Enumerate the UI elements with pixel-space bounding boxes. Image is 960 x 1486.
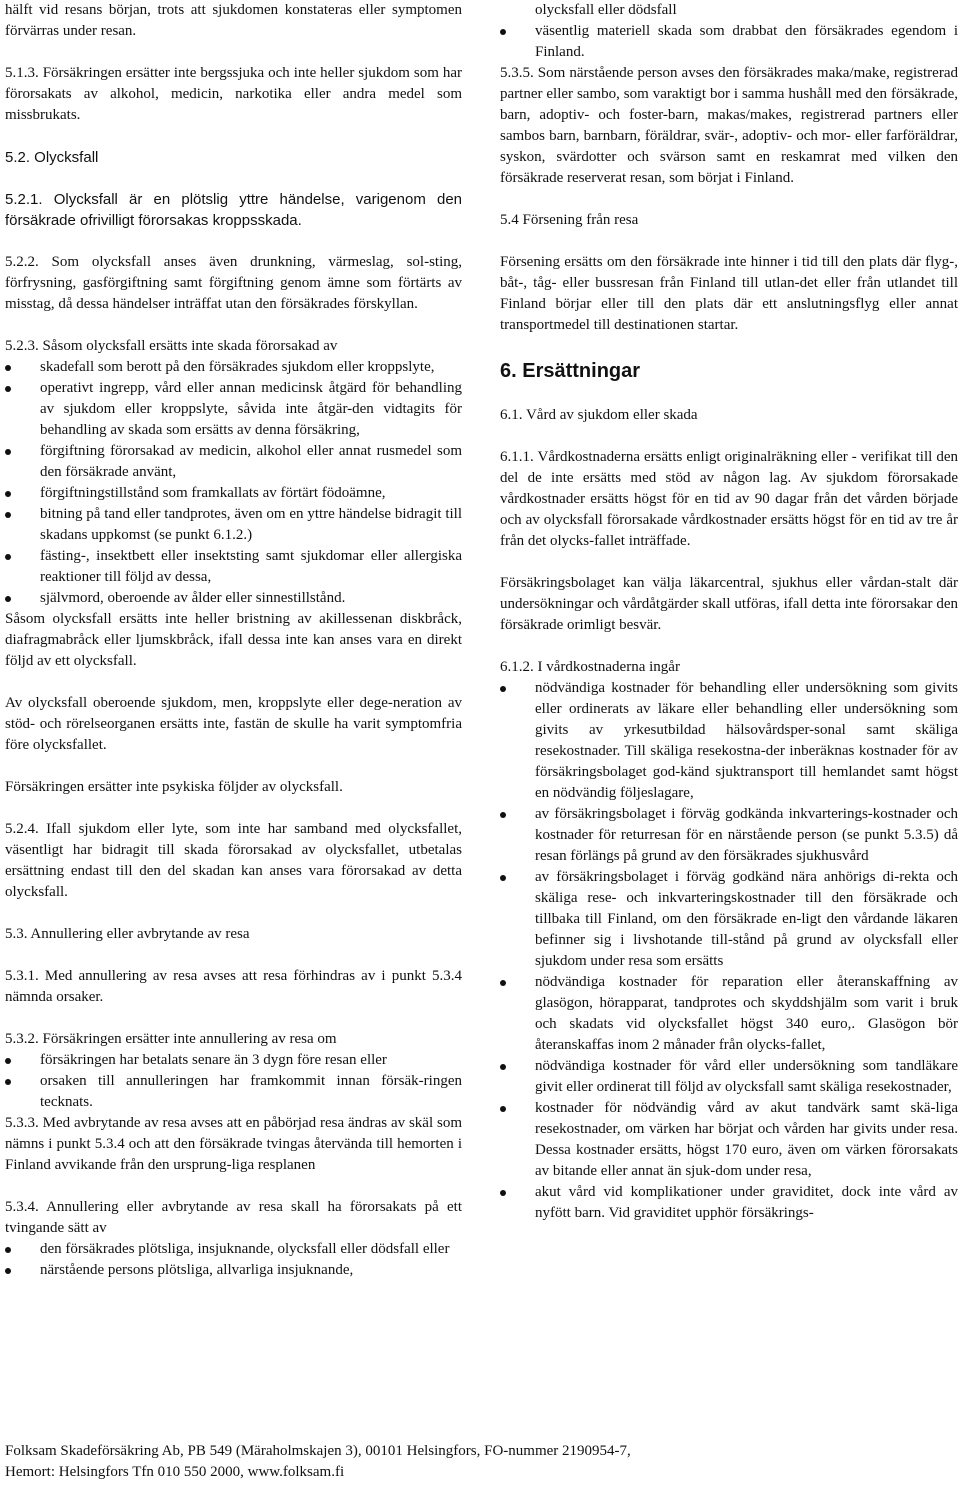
list-5-3-4 [5,1239,462,1281]
paragraph-5-3-4: 5.3.4. Annullering eller avbrytande av resa skall ha förorsakats på ett tvingande sätt av [5,1199,462,1236]
list-item: väsentlig materiell skada som drabbat den försäkrades egendom i Finland. [500,21,958,63]
list-item: fästing-, insektbett eller insektsting samt sjukdomar eller allergiska reaktioner till följd av dessa, [5,546,462,588]
list-item: den försäkrades plötsliga, insjuknande, olycksfall eller dödsfall eller [5,1239,462,1260]
paragraph-intro: hälft vid resans början, trots att sjukdomen konstateras eller symptomen förvärras under resan. [5,2,462,39]
list-item: närstående persons plötsliga, allvarliga insjuknande, [5,1260,462,1281]
list-item: skadefall som berott på den försäkrades sjukdom eller kroppslyte, [5,357,462,378]
footer-line-1: Folksam Skadeförsäkring Ab, PB 549 (Märaholmskajen 3), 00101 Helsingfors, FO-nummer 2190954-7, [5,1443,631,1459]
heading-6-1: 6.1. Vård av sjukdom eller skada [500,407,698,423]
paragraph-5-2-4: 5.2.4. Ifall sjukdom eller lyte, som inte har samband med olycksfallet, väsentligt har bidragit till skada förorsakad av olycksfallet, utbetalas ersättning endast till den del skadan kan anses vara förorsakad av detta olycksfall. [5,821,462,900]
paragraph-5-2-2: 5.2.2. Som olycksfall anses även drunkning, värmeslag, sol-sting, förfrysning, gasförgiftning samt förgiftning genom ämne som förtärts av misstag, då dessa händelser inträffat utan den försäkrades förskyllan. [5,254,462,312]
paragraph-5-3-1: 5.3.1. Med annullering av resa avses att resa förhindras av i punkt 5.3.4 nämnda orsaker. [5,968,462,1005]
list-5-2-3 [5,357,462,609]
paragraph-5-2-3: 5.2.3. Såsom olycksfall ersätts inte skada förorsakad av [5,338,338,354]
left-column [5,0,462,1281]
list-item: nödvändiga kostnader för vård eller undersökning som tandläkare givit eller ordinerat till följd av olycksfall samt skäliga resekostnader, [500,1056,958,1098]
paragraph-5-2-1: 5.2.1. Olycksfall är en plötslig yttre händelse, varigenom den försäkrade ofrivilligt förorsakas kroppsskada. [5,191,462,229]
paragraph-6-1-2: 6.1.2. I vårdkostnaderna ingår [500,659,680,675]
heading-5-3: 5.3. Annullering eller avbrytande av resa [5,926,250,942]
list-item: självmord, oberoende av ålder eller sinnestillstånd. [5,588,462,609]
list-item: förgiftning förorsakad av medicin, alkohol eller annat rusmedel som den försäkrade använt, [5,441,462,483]
list-item: kostnader för nödvändig vård av akut tandvärk samt skä-liga resekostnader, om värken har börjat och vården har givits under resa. Dessa kostnader ersätts, högst 170 euro, även om värken förorsakats av bitande eller annat än sjuk-dom under resa, [500,1098,958,1182]
list-item: bitning på tand eller tandprotes, även om en yttre händelse bidragit till skadans uppkomst (se punkt 6.1.2.) [5,504,462,546]
list-item: nödvändiga kostnader för behandling eller undersökning som givits eller ordinerats av läkare eller behandling eller undersökning som givits av yrkesutbildad hälsovårdsper-sonal samt skäliga resekostnader. Till skäliga resekostna-der inberäknas kostnader för av försäkringsbolaget god-känd sjuktransport till hemlandet samt högst en nödvändig följeslagare, [500,678,958,804]
list-item: operativt ingrepp, vård eller annan medicinsk åtgärd för behandling av sjukdom eller kroppslyte, såvida inte åtgär-den vidtagits för behandling av skada som ersätts av denna försäkring, [5,378,462,441]
page-footer [5,1441,955,1483]
list-item: försäkringen har betalats senare än 3 dygn före resan eller [5,1050,462,1071]
paragraph-bristning: Såsom olycksfall ersätts inte heller bristning av akillessenan diskbråck, diafragmabråck eller ljumskbråck, ifall dessa inte kan anses vara en direkt följd av ett olycksfall. [5,611,462,669]
paragraph-5-3-3: 5.3.3. Med avbrytande av resa avses att en påbörjad resa ändras av skäl som nämns i punkt 5.3.4 och att den försäkrade tvingas återvända till hemorten i Finland avvikande från den ursprung-liga resplanen [5,1115,462,1173]
list-5-3-2 [5,1050,462,1113]
list-item: av försäkringsbolaget i förväg godkänd nära anhörigs di-rekta och skäliga rese- och inkvarteringskostnader till den försäkrade och tillbaka till Finland, om den försäkrade en-ligt den vårdande läkaren befinner sig i livshotande till-stånd på grund av olycksfall eller sjukdom under resa som ersätts [500,867,958,972]
footer-line-2: Hemort: Helsingfors Tfn 010 550 2000, www.folksam.fi [5,1464,345,1480]
list-item: akut vård vid komplikationer under graviditet, dock inte vård av nyfött barn. Vid graviditet upphör försäkrings- [500,1182,958,1224]
continued-line: olycksfall eller dödsfall [535,2,677,18]
list-continued [500,21,958,63]
list-6-1-2 [500,678,958,1224]
list-item: förgiftningstillstånd som framkallats av förtärt födoämne, [5,483,462,504]
heading-6: 6. Ersättningar [500,360,641,382]
heading-5-2: 5.2. Olycksfall [5,149,99,166]
right-column [500,0,958,1224]
list-item: nödvändiga kostnader för reparation eller återanskaffning av glasögon, hörapparat, tandprotes och skyddshjälm som varit i bruk och skadats vid olycksfallet högst 340 euro,. Glasögon bör återanskaffas inom 2 månader från olycks-fallet, [500,972,958,1056]
paragraph-forsakringsbolaget: Försäkringsbolaget kan välja läkarcentral, sjukhus eller vårdan-stalt där undersökningar och vårdåtgärder skall utföras, ifall detta inte förorsakar den försäkrade orimligt besvär. [500,575,958,633]
paragraph-5-3-5: 5.3.5. Som närstående person avses den försäkrades maka/make, registrerad partner eller sambo, som varaktigt bor i samma hushåll med den försäkrade, barn, adoptiv- och foster-barn, makas/makes, registrerad partners eller sambos barn, barnbarn, föräldrar, svär-, adoptiv- och mor- eller farföräldrar, syskon, svärdotter och svärson samt en reskamrat med vilken den försäkrade reserverat resan, som börjat i Finland. [500,65,958,186]
paragraph-oberoende: Av olycksfall oberoende sjukdom, men, kroppslyte eller dege-neration av stöd- och rörelseorganen ersätts inte, fastän de skulle ha varit symptomfria före olycksfallet. [5,695,462,753]
paragraph-psykiska: Försäkringen ersätter inte psykiska följder av olycksfall. [5,779,343,795]
heading-5-4: 5.4 Försening från resa [500,212,639,228]
paragraph-5-3-2: 5.3.2. Försäkringen ersätter inte annullering av resa om [5,1031,337,1047]
list-item: av försäkringsbolaget i förväg godkända inkvarterings-kostnader och kostnader för returresan för en närstående person (se punkt 5.3.5) då resan förlängs på grund av den försäkrades sjukhusvård [500,804,958,867]
list-item: orsaken till annulleringen har framkommit innan försäk-ringen tecknats. [5,1071,462,1113]
paragraph-6-1-1: 6.1.1. Vårdkostnaderna ersätts enligt originalräkning eller - verifikat till den del de inte ersätts med stöd av någon lag. Av sjukdom förorsakade vårdkostnader ersätts högst för en tid av 90 dagar från det vården började och av olycksfall förorsakade vårdkostnader ersätts högst för en tid av tre år från det olycks-fallet inträffade. [500,449,958,549]
paragraph-5-1-3: 5.1.3. Försäkringen ersätter inte bergssjuka och inte heller sjukdom som har förorsakats av alkohol, medicin, narkotika eller andra medel som missbrukats. [5,65,462,123]
paragraph-5-4: Försening ersätts om den försäkrade inte hinner i tid till den plats där flyg-, båt-, tåg- eller bussresan från Finland till utlan-det eller från utlandet till Finland börjar eller till den plats där ett anslutningsflyg eller annat transportmedel till destinationen startar. [500,254,958,333]
